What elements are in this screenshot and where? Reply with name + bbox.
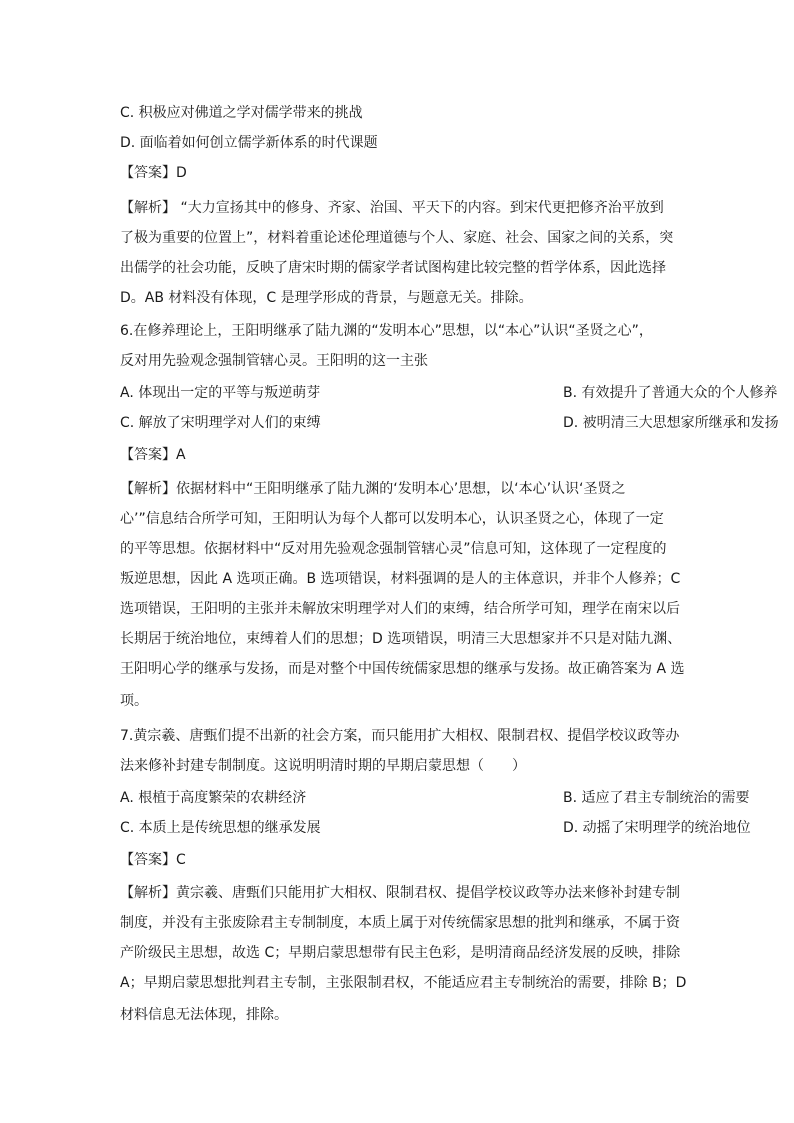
q7-analysis-line: A；早期启蒙思想批判君主专制，主张限制君权，不能适应君主专制统治的需要，排除 B；D xyxy=(120,975,687,991)
q7-analysis-line: 制度，并没有主张废除君主专制制度，本质上属于对传统儒家思想的批判和继承，不属于资 xyxy=(120,915,680,931)
q7-option-c: C. 本质上是传统思想的继承发展 xyxy=(120,820,321,836)
q6-option-a: A. 体现出一定的平等与叛逆萌芽 xyxy=(120,385,321,401)
q7-analysis-line: 【解析】黄宗羲、唐甄们只能用扩大相权、限制君权、提倡学校议政等办法来修补封建专制 xyxy=(120,885,680,901)
q7-analysis-line: 产阶级民主思想，故选 C；早期启蒙思想带有民主色彩，是明清商品经济发展的反映，排除 xyxy=(120,945,681,961)
q6-analysis-line: 叛逆思想，因此 A 选项正确。B 选项错误，材料强调的是人的主体意识，并非个人修养；C xyxy=(120,571,681,587)
q6-analysis-line: 长期居于统治地位，束缚着人们的思想；D 选项错误，明清三大思想家并不只是对陆九渊、 xyxy=(120,631,682,647)
q6-stem-line: 反对用先验观念强制管辖心灵。王阳明的这一主张 xyxy=(120,353,428,369)
q6-option-c: C. 解放了宋明理学对人们的束缚 xyxy=(120,415,321,431)
q6-analysis-line: 【解析】依据材料中“王阳明继承了陆九渊的‘发明本心’思想，以‘本心’认识‘圣贤之 xyxy=(120,481,626,497)
q7-stem-line: 法来修补封建专制制度。这说明明清时期的早期启蒙思想（ ） xyxy=(120,758,526,774)
q5-answer: 【答案】D xyxy=(120,165,187,181)
q6-analysis-line: 选项错误，王阳明的主张并未解放宋明理学对人们的束缚，结合所学可知，理学在南宋以后 xyxy=(120,601,680,617)
q5-option-d: D. 面临着如何创立儒学新体系的时代课题 xyxy=(120,135,378,151)
q6-analysis-line: 王阳明心学的继承与发扬，而是对整个中国传统儒家思想的继承与发扬。故正确答案为 A 选 xyxy=(120,661,685,677)
q6-options-row-2 xyxy=(120,413,779,433)
q5-analysis-line: 了极为重要的位置上”，材料着重论述伦理道德与个人、家庭、社会、国家之间的关系，突 xyxy=(120,230,674,246)
q5-analysis-line: D。AB 材料没有体现，C 是理学形成的背景，与题意无关。排除。 xyxy=(120,290,533,306)
q5-option-c: C. 积极应对佛道之学对儒学带来的挑战 xyxy=(120,105,363,121)
q6-option-d: D. 被明清三大思想家所继承和发扬 xyxy=(563,415,779,431)
q6-stem-line: 6.在修养理论上，王阳明继承了陆九渊的“发明本心”思想，以“本心”认识“圣贤之心”， xyxy=(120,323,653,339)
q7-option-a: A. 根植于高度繁荣的农耕经济 xyxy=(120,790,307,806)
q7-answer: 【答案】C xyxy=(120,852,186,868)
q7-options-row-2 xyxy=(120,818,751,838)
q7-stem-line: 7.黄宗羲、唐甄们提不出新的社会方案，而只能用扩大相权、限制君权、提倡学校议政等办 xyxy=(120,728,680,744)
q6-options-row-1 xyxy=(120,383,778,403)
q6-answer: 【答案】A xyxy=(120,447,186,463)
q6-analysis-line: 心’”信息结合所学可知，王阳明认为每个人都可以发明本心，认识圣贤之心，体现了一定 xyxy=(120,511,664,527)
q7-option-b: B. 适应了君主专制统治的需要 xyxy=(563,790,750,806)
q6-option-b: B. 有效提升了普通大众的个人修养 xyxy=(563,385,778,401)
q7-options-row-1 xyxy=(120,788,750,808)
q6-analysis-line: 的平等思想。依据材料中“反对用先验观念强制管辖心灵”信息可知，这体现了一定程度的 xyxy=(120,541,667,557)
q7-option-d: D. 动摇了宋明理学的统治地位 xyxy=(563,820,751,836)
q6-analysis-line: 项。 xyxy=(120,693,148,709)
q7-analysis-line: 材料信息无法体现，排除。 xyxy=(120,1007,288,1023)
q5-analysis-line: 出儒学的社会功能，反映了唐宋时期的儒家学者试图构建比较完整的哲学体系，因此选择 xyxy=(120,260,666,276)
q5-analysis-line: 【解析】 “大力宣扬其中的修身、齐家、治国、平天下的内容。到宋代更把修齐治平放到 xyxy=(120,200,664,216)
